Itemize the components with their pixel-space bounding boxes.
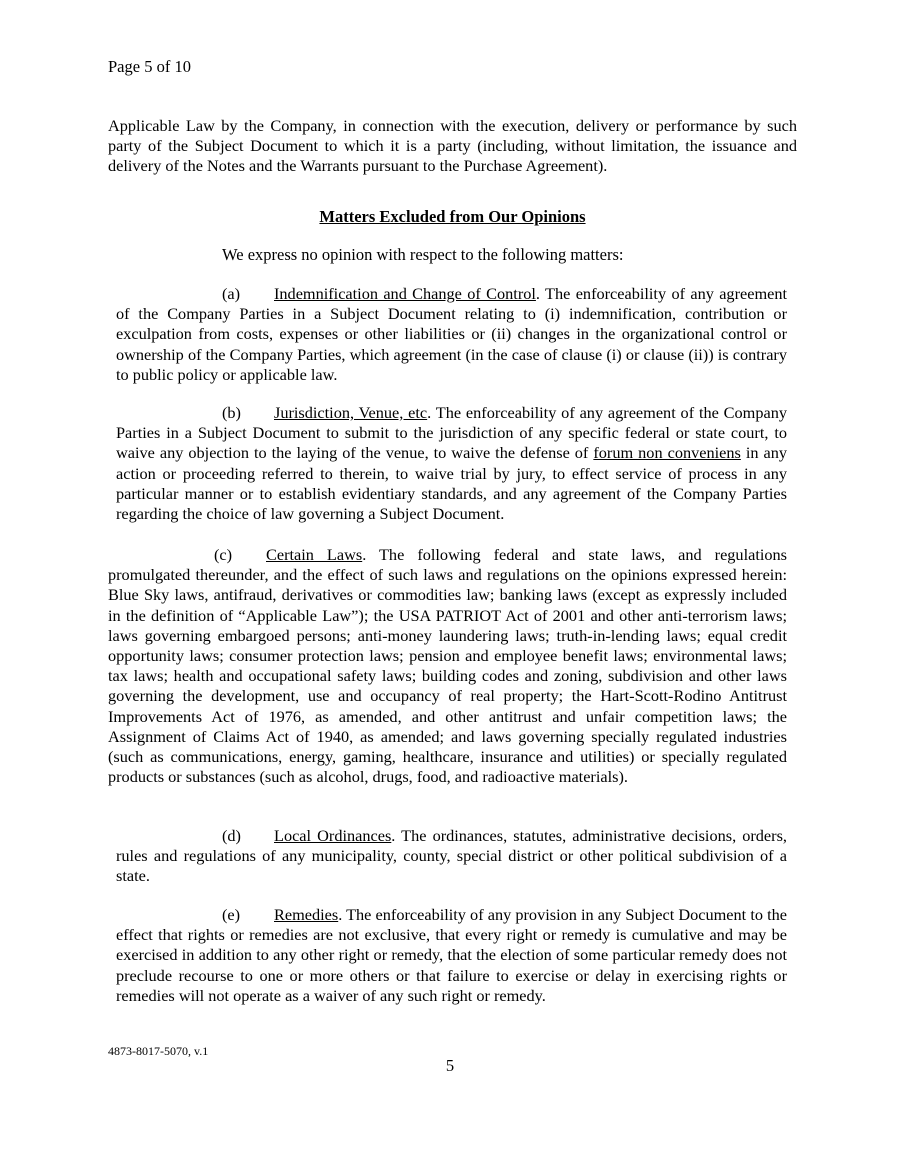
- item-c-body: . The following federal and state laws, and regulations promulgated thereunder, and the effect of such laws and regulations on the opinions expressed herein: Blue Sky laws, antifraud, derivatives or commodities law; banking laws (except as expressly included in the definition of “Applicable Law”); the USA PATRIOT Act of 2001 and other anti-terrorism laws; laws governing embargoed persons; anti-money laundering laws; truth-in-lending laws; equal credit opportunity laws; consumer protection laws; pension and employee benefit laws; environmental laws; tax laws; health and occupational safety laws; building codes and zoning, subdivision and other laws governing the development, use and occupancy of real property; the Hart-Scott-Rodino Antitrust Improvements Act of 1976, as amended, and other antitrust and unfair competition laws; the Assignment of Claims Act of 1940, as amended; and laws governing specially regulated industries (such as communications, energy, gaming, healthcare, insurance and utilities) or specially regulated products or substances (such as alcohol, drugs, food, and radioactive materials).: [108, 545, 787, 787]
- item-c-paragraph: [108, 545, 787, 787]
- section-lead: We express no opinion with respect to the following matters:: [222, 245, 624, 264]
- item-e-title: Remedies: [274, 905, 339, 924]
- item-e-paragraph: [116, 905, 787, 1006]
- item-b-body-1: . The enforceability of any agreement of the Company Parties in a Subject Document to submit to the jurisdiction of any specific federal or state court, to waive any objection to the laying of the venue, to waive the defense of: [116, 403, 787, 463]
- item-c-number: (c): [214, 545, 233, 564]
- item-a-number: (a): [222, 284, 241, 303]
- item-d-paragraph: [116, 826, 787, 887]
- intro-paragraph: Applicable Law by the Company, in connection with the execution, delivery or performance by such party of the Subject Document to which it is a party (including, without limitation, the issuance and delivery of the Notes and the Warrants pursuant to the Purchase Agreement).: [108, 116, 797, 176]
- item-b-paragraph: [116, 403, 787, 524]
- item-c-title: Certain Laws: [266, 545, 363, 564]
- item-b-number: (b): [222, 403, 241, 422]
- item-d-number: (d): [222, 826, 241, 845]
- document-id: 4873-8017-5070, v.1: [108, 1044, 209, 1058]
- page-number: 5: [445, 1056, 455, 1075]
- item-b-body-2: in any action or proceeding referred to therein, to waive trial by jury, to effect service of process in any particular manner or to establish evidentiary standards, and any agreement of the Company Parties regarding the choice of law governing a Subject Document.: [116, 443, 788, 524]
- item-d-body: . The ordinances, statutes, administrative decisions, orders, rules and regulations of any municipality, county, special district or other political subdivision of a state.: [116, 826, 787, 886]
- section-heading: Matters Excluded from Our Opinions: [319, 207, 586, 226]
- item-a-paragraph: [116, 284, 787, 385]
- item-d-title: Local Ordinances: [274, 826, 392, 845]
- item-a-title: Indemnification and Change of Control: [274, 284, 536, 303]
- item-e-number: (e): [222, 905, 241, 924]
- item-b-term: forum non conveniens: [593, 443, 741, 463]
- item-b-title: Jurisdiction, Venue, etc: [274, 403, 428, 422]
- item-a-body: . The enforceability of any agreement of the Company Parties in a Subject Document relating to (i) indemnification, contribution or exculpation from costs, expenses or other liabilities or (ii) changes in the organizational control or ownership of the Company Parties, which agreement (in the case of clause (i) or clause (ii)) is contrary to public policy or applicable law.: [116, 284, 787, 384]
- page-header: Page 5 of 10: [108, 57, 191, 76]
- item-e-body: . The enforceability of any provision in any Subject Document to the effect that rights or remedies are not exclusive, that every right or remedy is cumulative and may be exercised in addition to any other right or remedy, that the election of some particular remedy does not preclude recourse to one or more others or that failure to exercise or delay in exercising rights or remedies will not operate as a waiver of any such right or remedy.: [116, 905, 787, 1005]
